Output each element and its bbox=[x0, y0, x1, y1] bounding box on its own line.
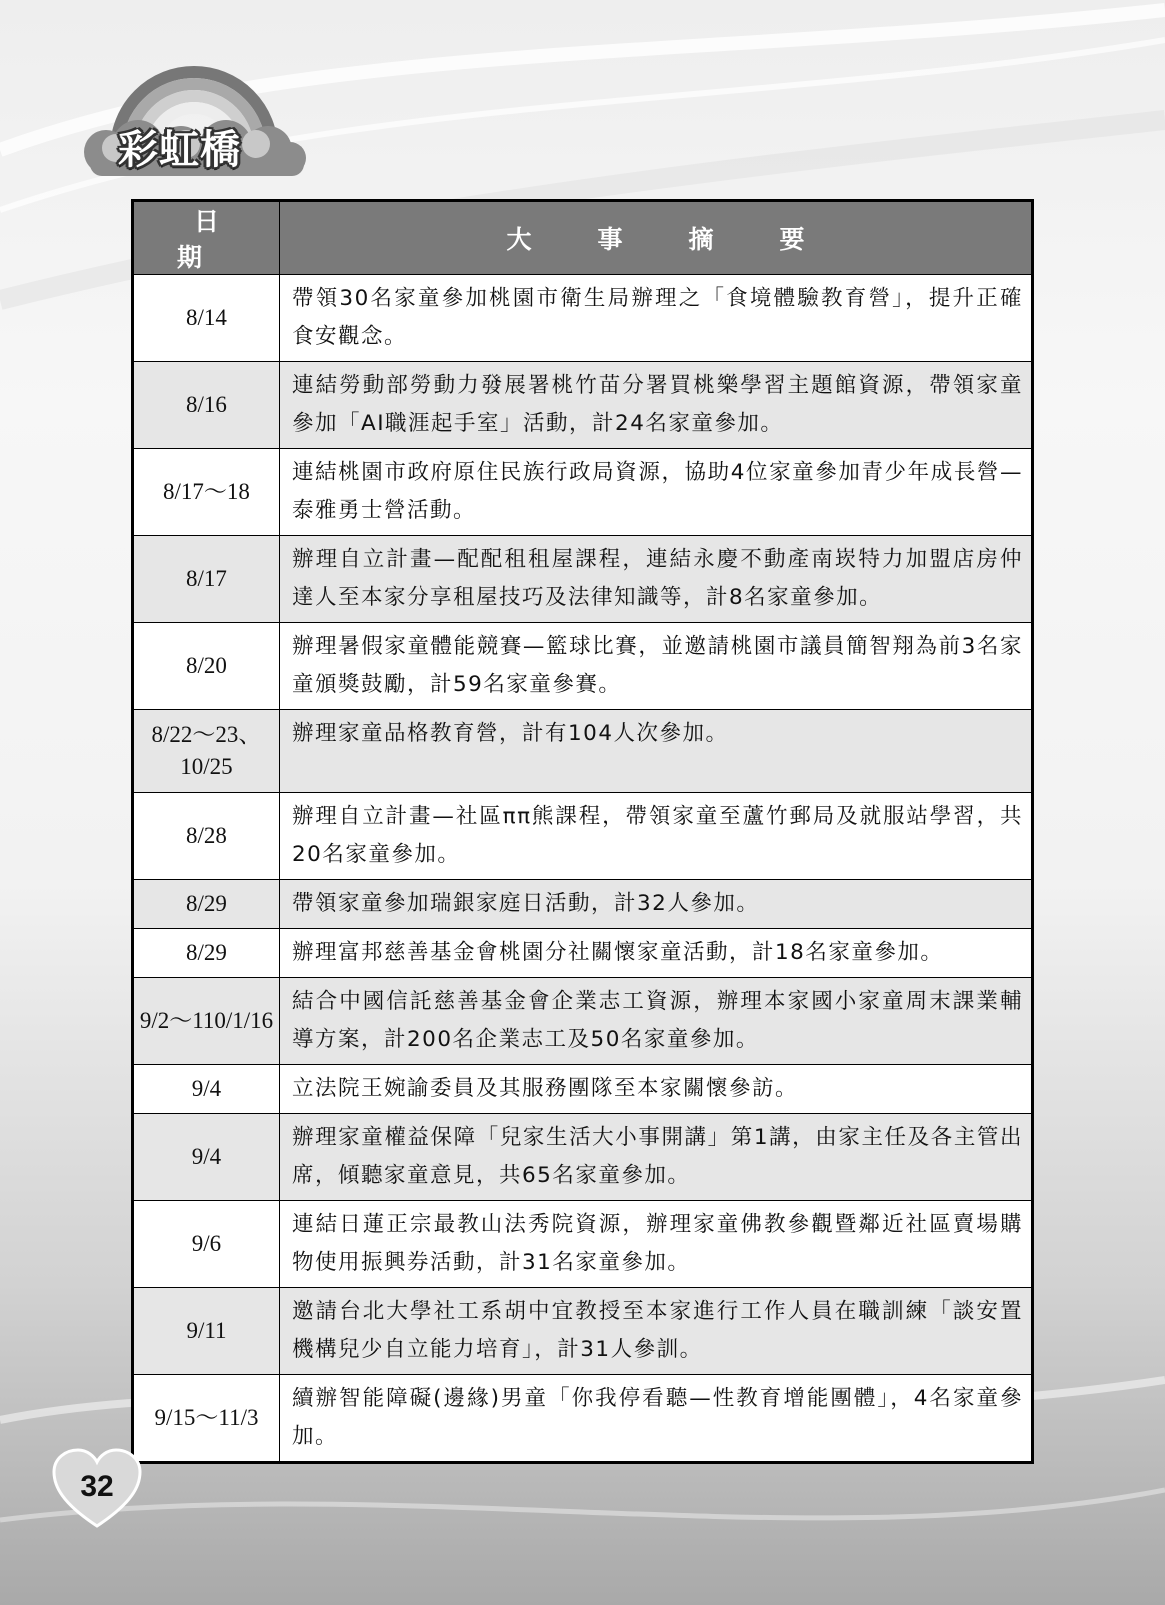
table-row bbox=[133, 710, 1033, 793]
row-date: 9/6 bbox=[133, 1201, 280, 1288]
column-header-date: 日期 bbox=[133, 201, 280, 275]
row-summary: 連結日蓮正宗最教山法秀院資源，辦理家童佛教參觀暨鄰近社區賣場購物使用振興券活動，計31名家童參加。 bbox=[280, 1201, 1033, 1288]
table-row bbox=[133, 1114, 1033, 1201]
table-row bbox=[133, 1288, 1033, 1375]
row-summary: 結合中國信託慈善基金會企業志工資源，辦理本家國小家童周末課業輔導方案，計200名企業志工及50名家童參加。 bbox=[280, 978, 1033, 1065]
row-date: 9/4 bbox=[133, 1065, 280, 1114]
row-date: 8/20 bbox=[133, 623, 280, 710]
table-row bbox=[133, 1375, 1033, 1463]
row-date: 8/28 bbox=[133, 793, 280, 880]
row-summary: 辦理家童權益保障「兒家生活大小事開講」第1講，由家主任及各主管出席，傾聽家童意見，共65名家童參加。 bbox=[280, 1114, 1033, 1201]
row-summary: 辦理自立計畫—社區ππ熊課程，帶領家童至蘆竹郵局及就服站學習，共20名家童參加。 bbox=[280, 793, 1033, 880]
row-date: 9/15～11/3 bbox=[133, 1375, 280, 1463]
row-date: 9/4 bbox=[133, 1114, 280, 1201]
column-header-summary: 大事摘要 bbox=[280, 201, 1033, 275]
row-summary: 辦理家童品格教育營，計有104人次參加。 bbox=[280, 710, 1033, 793]
table-row bbox=[133, 536, 1033, 623]
table-row bbox=[133, 880, 1033, 929]
table-row bbox=[133, 449, 1033, 536]
table-row bbox=[133, 793, 1033, 880]
row-date: 8/17～18 bbox=[133, 449, 280, 536]
table-row bbox=[133, 1065, 1033, 1114]
row-date: 9/2～110/1/16 bbox=[133, 978, 280, 1065]
row-date: 8/17 bbox=[133, 536, 280, 623]
table-row bbox=[133, 275, 1033, 362]
row-summary: 帶領30名家童參加桃園市衛生局辦理之「食境體驗教育營」，提升正確食安觀念。 bbox=[280, 275, 1033, 362]
table-row bbox=[133, 1201, 1033, 1288]
row-date: 8/29 bbox=[133, 929, 280, 978]
row-summary: 續辦智能障礙(邊緣)男童「你我停看聽—性教育增能團體」，4名家童參加。 bbox=[280, 1375, 1033, 1463]
events-table bbox=[131, 199, 1034, 1464]
row-date: 8/14 bbox=[133, 275, 280, 362]
row-summary: 連結勞動部勞動力發展署桃竹苗分署買桃樂學習主題館資源，帶領家童參加「AI職涯起手室」活動，計24名家童參加。 bbox=[280, 362, 1033, 449]
row-summary: 邀請台北大學社工系胡中宜教授至本家進行工作人員在職訓練「談安置機構兒少自立能力培育」，計31人參訓。 bbox=[280, 1288, 1033, 1375]
row-summary: 帶領家童參加瑞銀家庭日活動，計32人參加。 bbox=[280, 880, 1033, 929]
logo-title: 彩虹橋 bbox=[118, 127, 241, 173]
row-date: 8/16 bbox=[133, 362, 280, 449]
row-summary: 辦理暑假家童體能競賽—籃球比賽，並邀請桃園市議員簡智翔為前3名家童頒獎鼓勵，計59名家童參賽。 bbox=[280, 623, 1033, 710]
page-number: 32 bbox=[80, 1470, 114, 1503]
table-row bbox=[133, 978, 1033, 1065]
table-header-row bbox=[133, 201, 1033, 275]
row-date: 9/11 bbox=[133, 1288, 280, 1375]
table-row bbox=[133, 623, 1033, 710]
row-summary: 辦理自立計畫—配配租租屋課程，連結永慶不動產南崁特力加盟店房仲達人至本家分享租屋技巧及法律知識等，計8名家童參加。 bbox=[280, 536, 1033, 623]
row-summary: 連結桃園市政府原住民族行政局資源，協助4位家童參加青少年成長營—泰雅勇士營活動。 bbox=[280, 449, 1033, 536]
table-row bbox=[133, 929, 1033, 978]
row-summary: 立法院王婉諭委員及其服務團隊至本家關懷參訪。 bbox=[280, 1065, 1033, 1114]
row-summary: 辦理富邦慈善基金會桃園分社關懷家童活動，計18名家童參加。 bbox=[280, 929, 1033, 978]
row-date: 8/29 bbox=[133, 880, 280, 929]
row-date: 8/22～23、10/25 bbox=[133, 710, 280, 793]
table-row bbox=[133, 362, 1033, 449]
